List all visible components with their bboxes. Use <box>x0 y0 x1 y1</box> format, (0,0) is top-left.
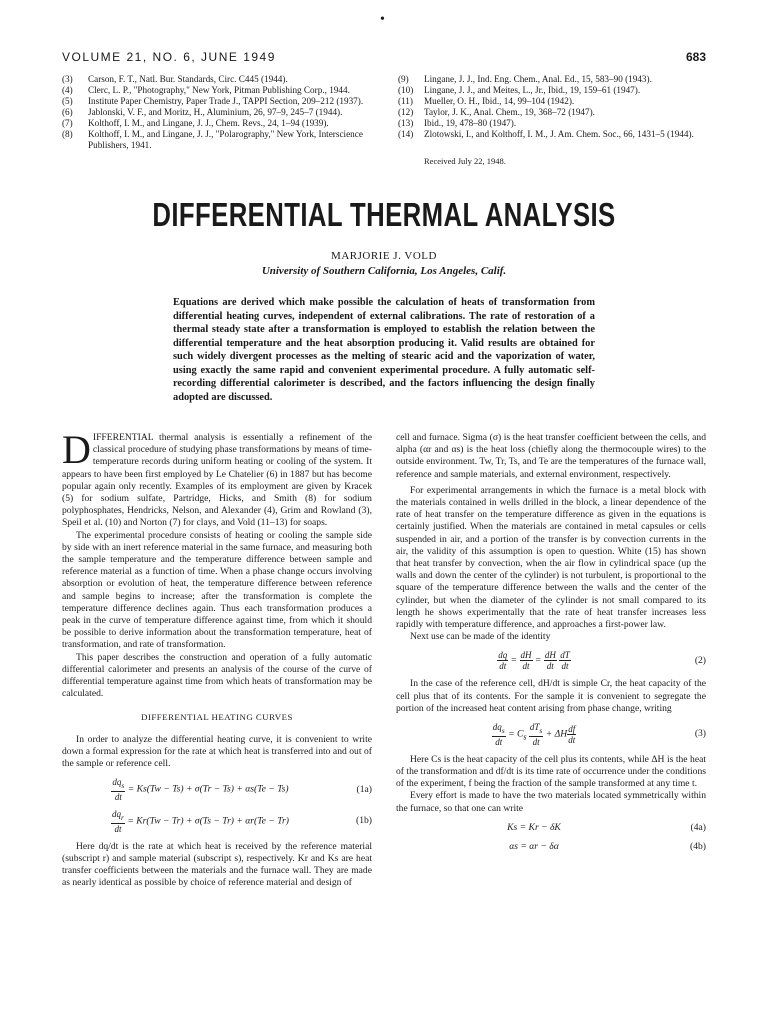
reference-item: (3) Carson, F. T., Natl. Bur. Standards, Circ. C445 (1944). <box>62 74 288 84</box>
body-paragraph: This paper describes the construction and operation of a fully automatic differential calorimeter and presents an analysis of the course of the curve of differential temperature against time from which heats of transformation may be calculated. <box>62 651 372 700</box>
references-right <box>398 74 720 167</box>
reference-item: (4) Clerc, L. P., "Photography," New York, Pitman Publishing Corp., 1944. <box>62 85 350 95</box>
reference-item: (12) Taylor, J. K., Anal. Chem., 19, 368–72 (1947). <box>398 107 595 117</box>
abstract: Equations are derived which make possible the calculation of heats of transformation from differential heating curves, independent of external calibrations. The rate of restoration of a thermal steady state after a transformation is employed to establish the relation between the differential temperature and the heat absorption producing it. Valid results are obtained for such widely divergent processes as the melting of stearic acid and the vaporization of water, using exactly the same rapid and convenient experimental procedure. A fully automatic self-recording differential calorimeter is described, and the factors influencing the design finally adopted are discussed. <box>173 297 595 403</box>
body-paragraph: In order to analyze the differential heating curve, it is convenient to write down a formal expression for the rate at which heat is transferred into and out of the sample or reference cell. <box>62 733 372 770</box>
body-paragraph: cell and furnace. Sigma (σ) is the heat transfer coefficient between the cells, and alpha (αr and αs) is the heat loss (chiefly along the thermocouple wires) to the outside environment. Tw, Tr, Ts, and Te are the temperatures of the furnace wall, reference and sample materials, and external environment, respectively. <box>396 432 706 480</box>
equation-number: (4b) <box>690 841 706 853</box>
received-date: Received July 22, 1948. <box>424 156 506 166</box>
header-dot: • <box>380 12 385 27</box>
references-left <box>62 74 384 151</box>
reference-item: (10) Lingane, J. J., and Meites, L., Jr., Ibid., 19, 159–61 (1947). <box>398 85 641 95</box>
author-name: MARJORIE J. VOLD <box>331 250 437 262</box>
equation-3: $\frac{dq_s}{dt}$ = $C_s$ $\frac{dT_s}{dt}$ + ΔH $\frac{df}{dt}$ (3) <box>492 722 706 747</box>
reference-item: (8) Kolthoff, I. M., and Lingane, J. J., "Polarography," New York, Interscience Publishers, 1941. <box>62 129 363 150</box>
section-heading: DIFFERENTIAL HEATING CURVES <box>141 712 293 723</box>
body-paragraph: The experimental procedure consists of heating or cooling the sample side by side with an inert reference material in the same furnace, and measuring both the sample temperature and the temperature difference between sample and reference material as a function of time. When a phase change occurs involving absorption or evolution of heat, the temperature difference between reference and sample begins to increase; after the transformation is complete the temperature difference declines again. Thus each transformation produces a peak in the curve of temperature difference against time, from which it should be possible to derive information about the transformation temperature, heat of transformation, and rate of transformation. <box>62 529 372 651</box>
body-paragraph: For experimental arrangements in which the furnace is a metal block with the materials contained in wells drilled in the block, a linear dependence of the rate of heat transfer on the temperature difference as given in the equations is certainly justified. When the materials are contained in metal capsules or cells suspended in air, and a portion of the transfer is by convection currents in the air, the validity of this assumption is open to question. White (15) has shown that heat transfer by convection, when the air flow in cylindrical space (up the walls and down the center of the cylinder) is not turbulent, is proportional to the square of the temperature difference between the walls and the center of the cylinder, but when the diameter of the cylinder is not small compared to its length he shows experimentally that the rate of heat transfer increases less rapidly with temperature difference, and approaches a first-power law. <box>396 484 706 631</box>
equation-2: $\frac{dq}{dt}$ = $\frac{dH}{dt}$ = $\frac{dH}{dt}$ $\frac{dT}{dt}$ (2) <box>498 650 706 672</box>
equation-number: (4a) <box>690 821 706 833</box>
article-title: DIFFERENTIAL THERMAL ANALYSIS <box>152 196 616 233</box>
drop-cap: D <box>62 427 91 472</box>
body-paragraph: Here Cs is the heat capacity of the cell plus its contents, while ΔH is the heat of the transformation and df/dt is its time rate of occurrence under the conditions of the experiment, f being the fraction of the sample transformed at any time t. <box>396 753 706 790</box>
running-header <box>62 50 706 64</box>
equation-number: (1a) <box>356 783 372 795</box>
equation-1a: $\frac{dq_s}{dt}$ = Ks(Tw − Ts) + σ(Tr − Ts) + αs(Te − Ts) (1a) <box>112 777 372 803</box>
body-column-left <box>62 427 372 890</box>
reference-item: (9) Lingane, J. J., Ind. Eng. Chem., Anal. Ed., 15, 583–90 (1943). <box>398 74 652 84</box>
body-paragraph: Next use can be made of the identity <box>410 631 551 643</box>
equation-number: (2) <box>694 654 706 666</box>
reference-item: (5) Institute Paper Chemistry, Paper Trade J., TAPPI Section, 209–212 (1937). <box>62 96 364 106</box>
equation-4a: Ks = Kr − δK (4a) <box>507 821 706 833</box>
body-paragraph: Here dq/dt is the rate at which heat is received by the reference material (subscript r) and sample material (subscript s), respectively. Kr and Ks are heat transfer coefficients between the materials and the furnace wall. They are made as nearly identical as possible by choice of reference material and design of <box>62 840 372 889</box>
page-number: 683 <box>685 50 706 64</box>
equation-1b: $\frac{dq_r}{dt}$ = Kr(Tw − Tr) + σ(Ts − Tr) + αr(Te − Tr) (1b) <box>112 809 372 834</box>
author-affiliation: University of Southern California, Los Angeles, Calif. <box>261 265 507 277</box>
equation-number: (1b) <box>356 815 372 827</box>
reference-item: (7) Kolthoff, I. M., and Lingane, J. J., Chem. Revs., 24, 1–94 (1939). <box>62 118 329 128</box>
intro-paragraph: DIFFERENTIAL thermal analysis is essentially a refinement of the classical procedure of studying phase transformations by means of time-temperature records during uniform heating or cooling of the system. It appears to have been first employed by Le Chatelier (6) in 1887 but has become popular again only recently. Examples of its employment are given by Kracek (5) for sodium sulfate, Partridge, Hicks, and Smith (8) for sodium polyphosphates, Hendricks, Nelson, and Alexander (4), Grim and Rowland (3), Speil et al. (10) and Norton (7) for clays, and Vold (11–13) for soaps. <box>62 427 372 529</box>
body-paragraph: Every effort is made to have the two materials located symmetrically within the furnace, so that one can write <box>396 790 706 814</box>
equation-4b: αs = αr − δα (4b) <box>509 841 706 853</box>
volume-line: VOLUME 21, NO. 6, JUNE 1949 <box>62 50 276 64</box>
reference-item: (13) Ibid., 19, 478–80 (1947). <box>398 118 517 128</box>
equation-number: (3) <box>694 728 706 740</box>
reference-item: (6) Jablonski, V. F., and Moritz, H., Aluminium, 26, 97–9, 245–7 (1944). <box>62 107 343 117</box>
reference-item: (11) Mueller, O. H., Ibid., 14, 99–104 (1942). <box>398 96 575 106</box>
reference-item: (14) Zlotowski, I., and Kolthoff, I. M., J. Am. Chem. Soc., 66, 1431–5 (1944). <box>398 129 694 139</box>
body-column-right <box>396 432 706 860</box>
body-paragraph: In the case of the reference cell, dH/dt is simple Cr, the heat capacity of the cell plus that of its contents. For the sample it is convenient to segregate the portion of the increased heat content arising from phase change, writing <box>396 678 706 714</box>
